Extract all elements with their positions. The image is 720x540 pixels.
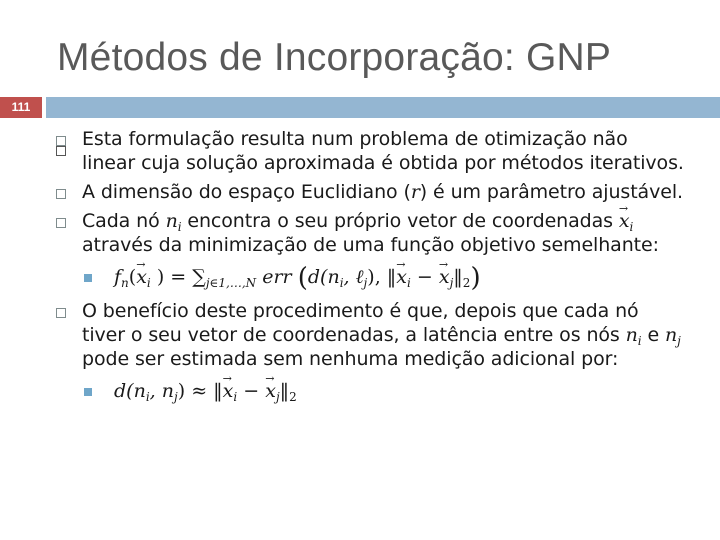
math-err: err (262, 266, 292, 288)
math-equals: ) = (156, 266, 187, 288)
square-bullet-icon (56, 146, 66, 156)
math-subscript: j (275, 390, 280, 404)
square-bullet-icon (56, 308, 66, 318)
math-d: d (307, 266, 321, 288)
math-subscript: j (677, 334, 681, 348)
square-bullet-icon (56, 218, 66, 228)
math-variable: n (625, 324, 638, 346)
bullet-text: A dimensão do espaço Euclidiano ( (82, 181, 411, 203)
math-args: (n (126, 380, 146, 402)
square-bullet-icon (56, 136, 66, 146)
math-f: f (114, 266, 122, 288)
math-vector: → x (619, 209, 630, 233)
square-bullet-icon (84, 388, 92, 396)
bullet-text: O benefício deste procedimento é que, depois que cada nó tiver o seu vetor de coordenadas, a latência entre os nós (82, 300, 639, 346)
math-vector: → x (136, 262, 147, 292)
math-subscript: i (146, 276, 151, 290)
math-subscript: j (363, 276, 368, 290)
bullet-text: e (641, 324, 666, 346)
math-vector: → x (223, 376, 234, 406)
slide-content (56, 127, 686, 412)
math-d: d (114, 380, 127, 402)
math-variable: r (410, 181, 420, 203)
math-minus: − (410, 266, 439, 288)
square-bullet-icon (84, 274, 92, 282)
bullet-text: Cada nó (82, 210, 166, 232)
math-norm: , ‖ (374, 266, 397, 288)
math-vector: → x (396, 262, 407, 292)
math-norm: ‖ (279, 380, 290, 402)
bullet-text: encontra o seu próprio vetor de coordenadas (181, 210, 619, 232)
bullet-item (56, 127, 686, 175)
bullet-text: através da minimização de uma função objetivo semelhante: (82, 234, 659, 256)
math-vector: → x (439, 262, 450, 292)
math-subscript: i (145, 390, 150, 404)
formula-distance (82, 376, 686, 406)
formula-objective (82, 262, 686, 293)
math-paren: ) (470, 263, 481, 293)
math-paren: ) (177, 380, 186, 402)
math-subscript: i (233, 390, 238, 404)
square-bullet-icon (56, 189, 66, 199)
math-args: , ℓ (343, 266, 364, 288)
math-norm: ‖ (453, 266, 463, 288)
bullet-item (56, 180, 686, 204)
math-subscript: n (121, 276, 129, 290)
math-approx: ≈ ‖ (185, 380, 223, 402)
math-paren: ( (128, 266, 137, 288)
math-sum: ∑ (192, 266, 206, 288)
bullet-text: pode ser estimada sem nenhuma medição adicional por: (82, 348, 619, 370)
math-subscript: i (177, 220, 182, 234)
math-subscript: i (407, 276, 411, 290)
math-subscript: j (174, 390, 178, 404)
math-variable: n (165, 210, 178, 232)
slide-number: 111 (0, 97, 42, 118)
bullet-text: ) é um parâmetro ajustável. (419, 181, 683, 203)
math-subscript: j∈1,…,N (205, 276, 257, 290)
bullet-item (56, 209, 686, 257)
bullet-item (56, 299, 686, 371)
bullet-text: Esta formulação resulta num problema de otimização não linear cuja solução aproximada é obtida por métodos iterativos. (82, 128, 684, 174)
math-subscript: j (449, 276, 454, 290)
math-subscript: 2 (289, 390, 297, 404)
math-subscript: 2 (462, 276, 471, 290)
header-rule (46, 97, 720, 118)
math-args: (n (320, 266, 340, 288)
math-paren: ) (367, 266, 375, 288)
slide-title: Métodos de Incorporação: GNP (57, 36, 612, 79)
math-subscript: i (629, 220, 634, 234)
math-vector: → x (265, 376, 276, 406)
math-paren: ( (297, 263, 308, 293)
math-minus: − (237, 380, 266, 402)
math-variable: n (665, 324, 678, 346)
math-args: , n (149, 380, 174, 402)
math-subscript: i (637, 334, 642, 348)
math-subscript: i (339, 276, 344, 290)
